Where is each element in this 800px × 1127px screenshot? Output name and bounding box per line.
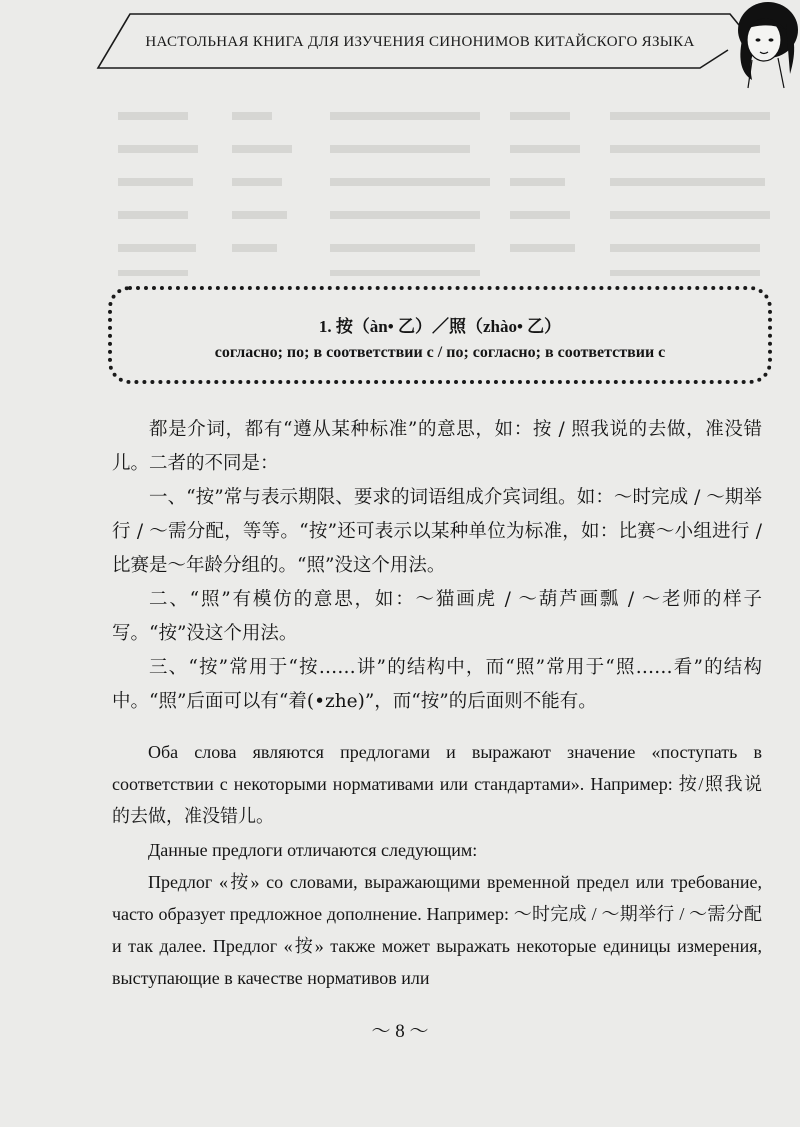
entry-heading: 1. 按（àn• 乙）／照（zhào• 乙）: [318, 317, 562, 336]
girl-illustration-icon: [738, 2, 798, 88]
chinese-paragraph-intro: 都是介词，都有“遵从某种标准”的意思，如：按 / 照我说的去做，准没错儿。二者的不同是：: [112, 419, 762, 474]
page-number: ～ 8 ～: [371, 1021, 429, 1042]
chinese-paragraph-point-3: 三、“按”常用于“按……讲”的结构中，而“照”常用于“照……看”的结构中。“照”后面可以有“着(•zhe)”，而“按”的后面则不能有。: [112, 657, 762, 712]
russian-paragraph-intro: Оба слова являются предлогами и выражают значение «поступать в соответствии с некоторыми нормативами или стандартами». Например: 按/照我说的去做，准没错儿。: [112, 742, 762, 826]
entry-gloss: согласно; по; в соответствии с / по; согласно; в соответствии с: [214, 344, 666, 361]
russian-paragraph-lead: Данные предлоги отличаются следующим:: [148, 840, 478, 860]
chinese-paragraph-point-2: 二、“照”有模仿的意思，如：～猫画虎 / ～葫芦画瓢 / ～老师的样子写。“按”没这个用法。: [112, 589, 762, 644]
running-header-title: НАСТОЛЬНАЯ КНИГА ДЛЯ ИЗУЧЕНИЯ СИНОНИМОВ КИТАЙСКОГО ЯЗЫКА: [145, 34, 695, 50]
chinese-paragraph-point-1: 一、“按”常与表示期限、要求的词语组成介宾词组。如：～时完成 / ～期举行 / ～需分配，等等。“按”还可表示以某种单位为标准，如：比赛～小组进行 / 比赛是～年龄分组的。“照”没这个用法。: [112, 487, 762, 576]
russian-paragraph-point-1: Предлог «按» со словами, выражающими временной предел или требование, часто образует предложное дополнение. Например: ～时完成 / ～期举行 / ～需分配 и так далее. Предлог «按» также может выражать некоторые единицы измерения, выступающие в качестве нормативов или: [112, 872, 762, 988]
